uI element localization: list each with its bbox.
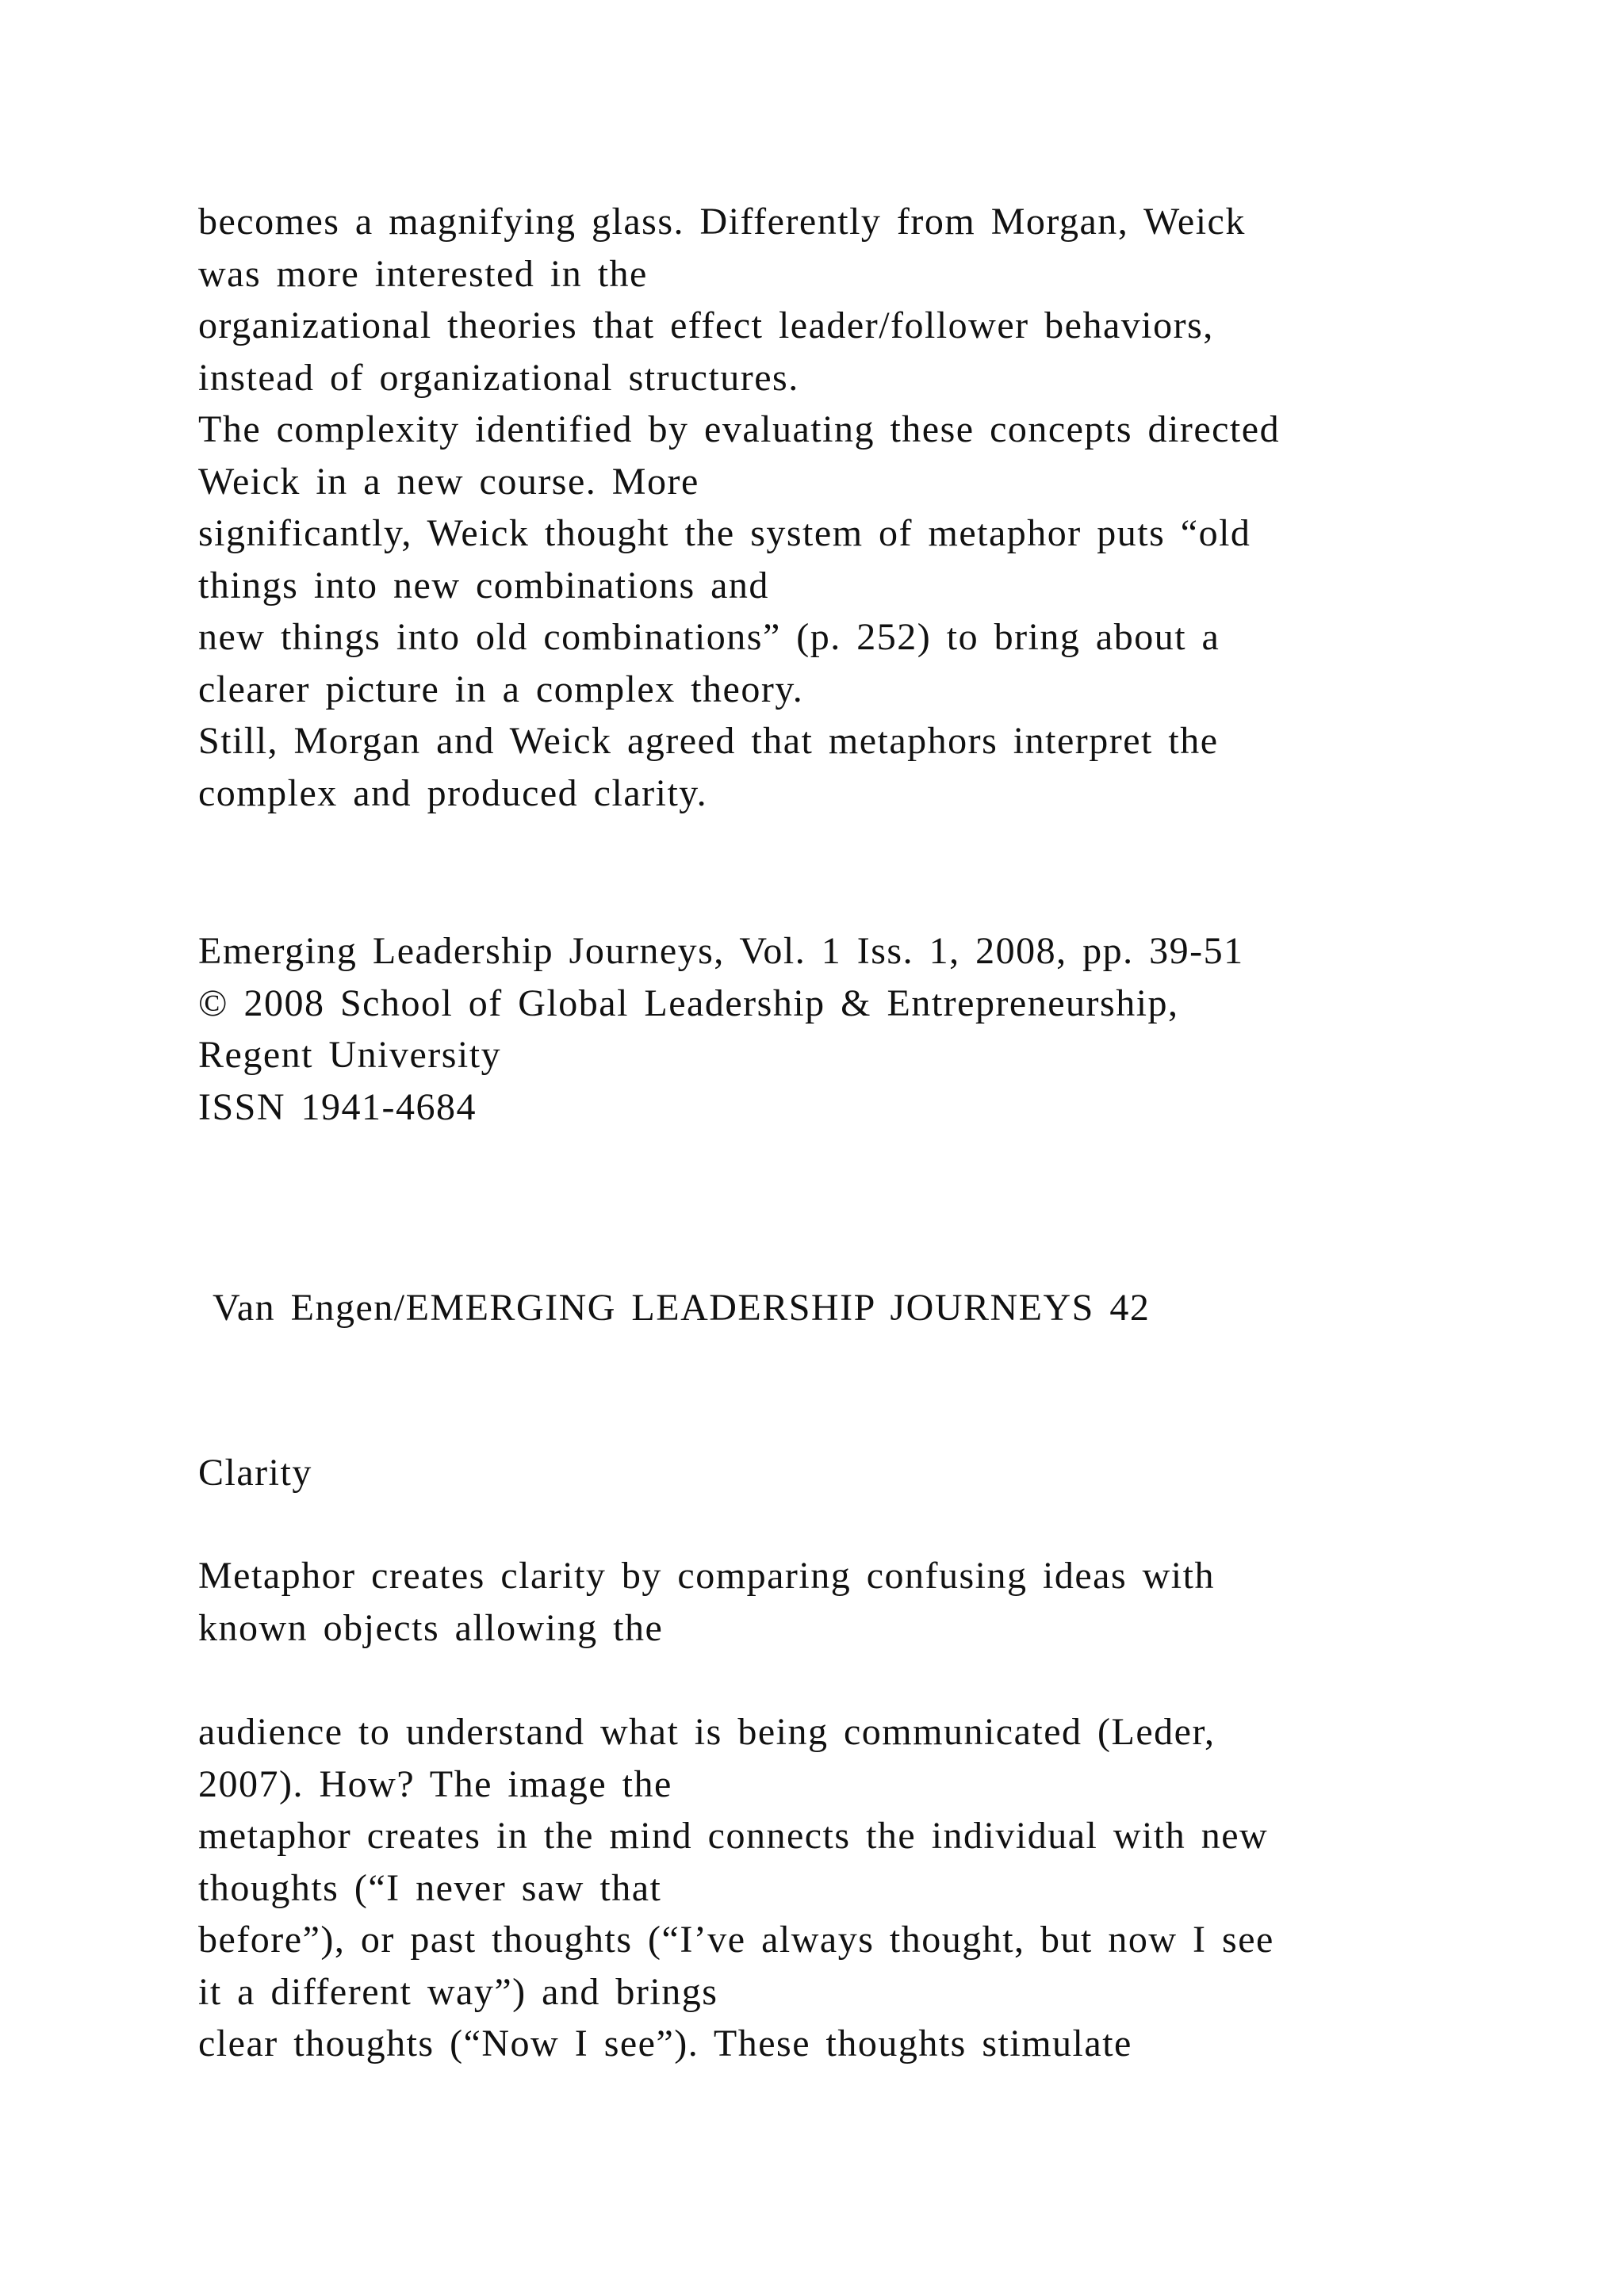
text-line: instead of organizational structures. — [198, 356, 799, 399]
text-line: becomes a magnifying glass. Differently from Morgan, Weick — [198, 201, 1246, 243]
running-header — [213, 1282, 1465, 1334]
copyright-line: © 2008 School of Global Leadership & Entrepreneurship, — [198, 982, 1179, 1024]
text-line: audience to understand what is being communicated (Leder, — [198, 1711, 1216, 1753]
text-line: Still, Morgan and Weick agreed that metaphors interpret the — [198, 720, 1219, 762]
university-line: Regent University — [198, 1034, 502, 1076]
text-line: was more interested in the — [198, 252, 648, 295]
section-heading-text: Clarity — [198, 1452, 312, 1494]
text-line: Metaphor creates clarity by comparing confusing ideas with — [198, 1555, 1215, 1597]
text-line: organizational theories that effect leader/follower behaviors, — [198, 304, 1214, 346]
paragraph-clarity-intro — [198, 1550, 1451, 1654]
text-line: significantly, Weick thought the system of metaphor puts “old — [198, 512, 1251, 554]
text-line: it a different way”) and brings — [198, 1970, 718, 2013]
text-line: The complexity identified by evaluating these concepts directed — [198, 408, 1281, 450]
issn-line: ISSN 1941-4684 — [198, 1085, 477, 1128]
text-line: complex and produced clarity. — [198, 771, 708, 814]
text-line: known objects allowing the — [198, 1606, 664, 1649]
section-heading — [198, 1447, 1451, 1499]
text-line: Weick in a new course. More — [198, 460, 699, 503]
journal-title-line: Emerging Leadership Journeys, Vol. 1 Iss. 1, 2008, pp. 39-51 — [198, 930, 1244, 972]
running-header-text: Van Engen/EMERGING LEADERSHIP JOURNEYS 42 — [213, 1287, 1151, 1329]
text-line: thoughts (“I never saw that — [198, 1866, 662, 1909]
text-line: clearer picture in a complex theory. — [198, 668, 804, 710]
paragraph-clarity-body — [198, 1706, 1451, 2070]
journal-citation-block — [198, 925, 1451, 1133]
text-line: clear thoughts (“Now I see”). These thoughts stimulate — [198, 2022, 1132, 2064]
text-line: before”), or past thoughts (“I’ve always thought, but now I see — [198, 1919, 1274, 1961]
text-line: 2007). How? The image the — [198, 1762, 672, 1805]
paragraph-metaphor-weick — [198, 196, 1451, 819]
text-line: metaphor creates in the mind connects the individual with new — [198, 1815, 1269, 1857]
text-line: new things into old combinations” (p. 252) to bring about a — [198, 616, 1220, 658]
text-line: things into new combinations and — [198, 564, 769, 607]
